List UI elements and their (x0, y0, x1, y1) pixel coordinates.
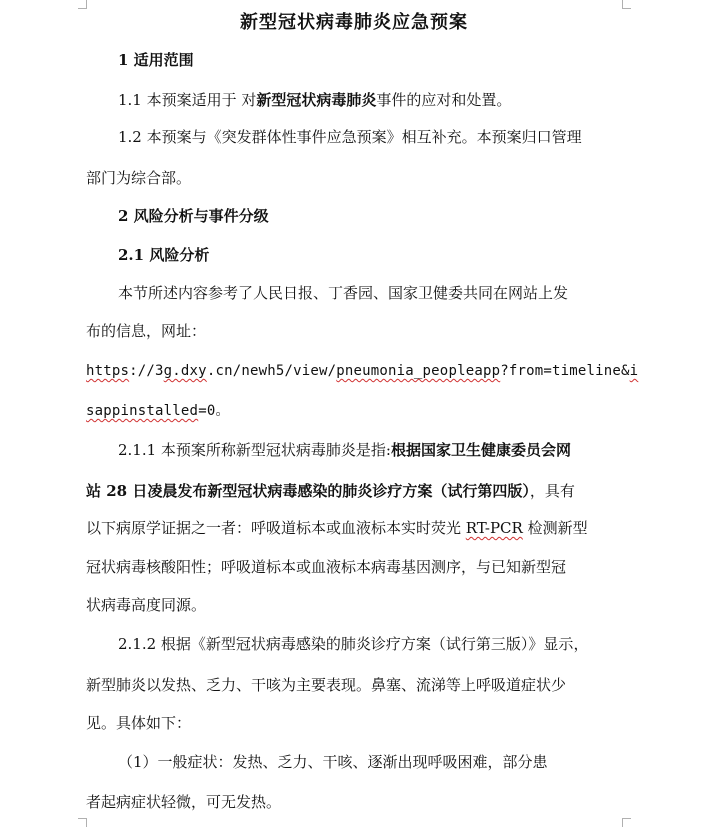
paragraph-2-1-1-line-4-text: 冠状病毒核酸阳性；呼吸道标本或血液标本病毒基因测序，与已知新型冠 (86, 558, 567, 576)
section-heading-1 (118, 50, 194, 70)
paragraph-2-1-2-line-2 (86, 675, 566, 695)
source-url-line-2 (86, 401, 230, 421)
paragraph-2-1-2-line-3 (86, 713, 191, 733)
paragraph-1-2-line-2-text: 部门为综合部。 (86, 169, 192, 187)
section-heading-2-text: 2 风险分析与事件分级 (118, 207, 269, 225)
symptom-item-1-line-2 (86, 792, 281, 812)
paragraph-1-1-text-bold: 新型冠状病毒肺炎 (256, 91, 377, 109)
source-url-line-1 (86, 361, 638, 381)
document-title: 新型冠状病毒肺炎应急预案 (240, 12, 468, 33)
url-part-dxy: g.dxy (163, 363, 207, 379)
url-part-path: .cn/newh5/view/ (206, 363, 337, 379)
paragraph-2-1-1-line-2-text-b: ，具有 (529, 482, 575, 500)
margin-mark-bottom-right (622, 818, 631, 827)
url-part-sappinstalled: sappinstalled (86, 403, 199, 419)
paragraph-2-1-1-line-5 (86, 595, 206, 615)
url-part-query: ?from=timeline& (500, 363, 630, 379)
paragraph-1-1 (118, 90, 511, 110)
paragraph-2-1-1-line-2-text-bold: 站 28 日凌晨发布新型冠状病毒感染的肺炎诊疗方案（试行第四版） (86, 482, 530, 500)
url-part-i: i (629, 363, 639, 379)
subsection-heading-2-1 (118, 245, 209, 265)
paragraph-2-1-1-line-2 (86, 481, 575, 501)
section-heading-2 (118, 206, 269, 226)
paragraph-2-1-1-line-1-text-a: 2.1.1 本预案所称新型冠状病毒肺炎是指: (118, 441, 391, 459)
paragraph-2-1-2-line-1-text: 2.1.2 根据《新型冠状病毒感染的肺炎诊疗方案（试行第三版）》显示， (118, 635, 589, 653)
margin-mark-bottom-left (78, 818, 87, 827)
paragraph-1-2-line-1-text: 1.2 本预案与《突发群体性事件应急预案》相互补充。本预案归口管理 (118, 128, 582, 146)
paragraph-2-1-1-line-1-text-bold: 根据国家卫生健康委员会网 (391, 441, 572, 459)
paragraph-1-1-text-a: 1.1 本预案适用于 对 (118, 91, 257, 109)
url-part-3: ://3 (129, 363, 164, 379)
paragraph-2-1-line-1-text: 本节所述内容参考了人民日报、丁香园、国家卫健委共同在网站上发 (118, 284, 569, 302)
paragraph-2-1-2-line-1 (118, 634, 588, 654)
symptom-item-1-line-1 (118, 752, 548, 772)
paragraph-2-1-1-line-3-text-a: 以下病原学证据之一者：呼吸道标本或血液标本实时荧光 (86, 519, 466, 537)
url-part-https: https (86, 363, 130, 379)
paragraph-2-1-1-line-3 (86, 518, 588, 538)
paragraph-1-1-text-c: 事件的应对和处置。 (376, 91, 512, 109)
paragraph-2-1-2-line-2-text: 新型肺炎以发热、乏力、干咳为主要表现。鼻塞、流涕等上呼吸道症状少 (86, 676, 567, 694)
paragraph-2-1-1-line-5-text: 状病毒高度同源。 (86, 596, 207, 614)
paragraph-2-1-1-line-4 (86, 557, 566, 577)
paragraph-2-1-line-2 (86, 321, 206, 341)
symptom-item-1-line-1-text: （1）一般症状：发热、乏力、干咳、逐渐出现呼吸困难，部分患 (118, 753, 548, 771)
url-part-pneumonia: pneumonia_peopleapp (336, 363, 501, 379)
section-heading-1-text: 1 适用范围 (118, 51, 194, 69)
url-part-value: =0。 (198, 403, 230, 419)
subsection-heading-2-1-text: 2.1 风险分析 (118, 246, 210, 264)
paragraph-1-2-line-1 (118, 127, 582, 147)
rt-pcr-term: RT-PCR (465, 519, 523, 537)
paragraph-2-1-1-line-1 (118, 440, 571, 460)
paragraph-2-1-line-2-text: 布的信息，网址： (86, 322, 207, 340)
paragraph-2-1-1-line-3-text-c: 检测新型 (522, 519, 588, 537)
paragraph-2-1-line-1 (118, 283, 568, 303)
paragraph-2-1-2-line-3-text: 见。具体如下： (86, 714, 192, 732)
symptom-item-1-line-2-text: 者起病症状轻微，可无发热。 (86, 793, 282, 811)
paragraph-1-2-line-2 (86, 168, 191, 188)
